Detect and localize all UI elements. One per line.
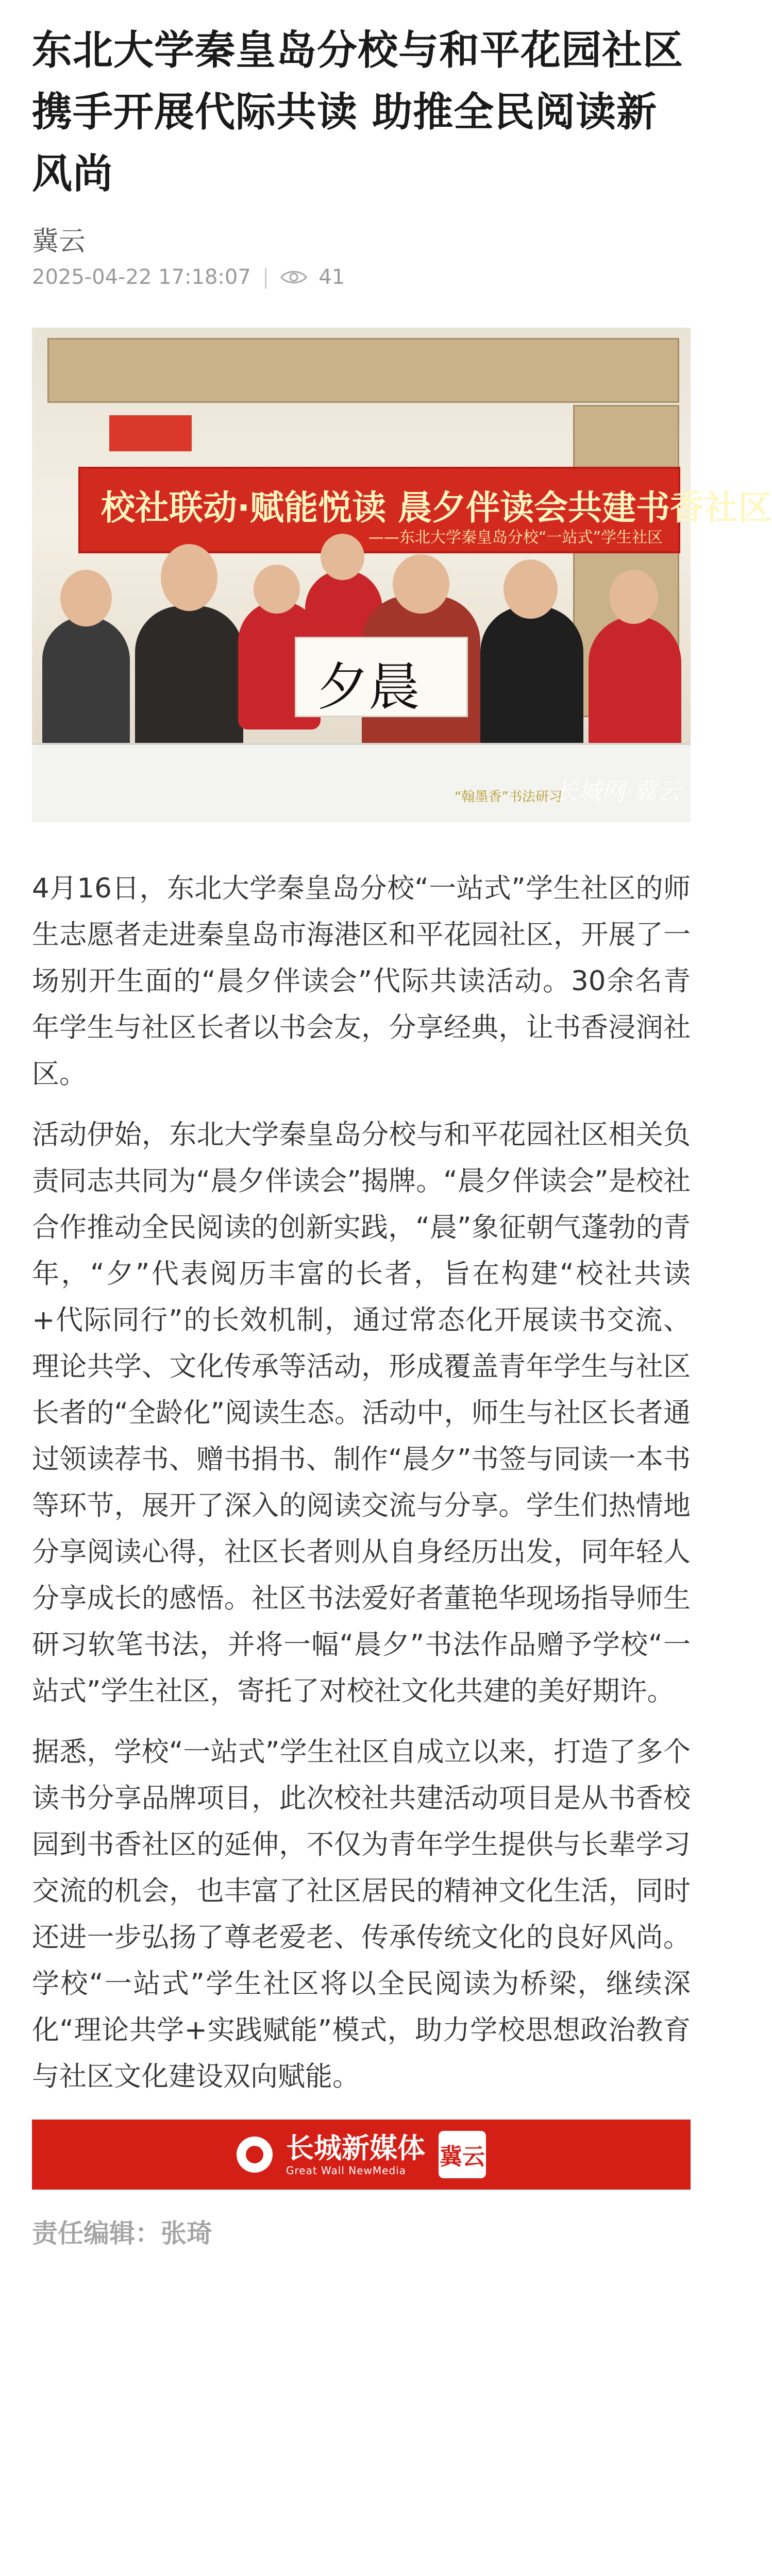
calligraphy-scroll bbox=[295, 637, 468, 717]
calligraphy-label: “翰墨香”书法研习 bbox=[455, 789, 562, 805]
meta-separator: | bbox=[262, 265, 270, 289]
responsible-editor bbox=[32, 2215, 691, 2251]
brand-logo-icon bbox=[237, 2137, 273, 2173]
article-body bbox=[32, 866, 691, 2100]
wall-plaque bbox=[109, 415, 192, 451]
editor-label: 责任编辑： bbox=[32, 2218, 161, 2248]
footer-brand-banner[interactable] bbox=[32, 2120, 691, 2190]
banner-sub-text: ——东北大学秦皇岛分校“一站式”学生社区 bbox=[368, 529, 663, 547]
brand-logo bbox=[286, 2132, 425, 2177]
person-head bbox=[254, 565, 300, 614]
article-photo[interactable] bbox=[32, 328, 772, 822]
person-head bbox=[609, 570, 658, 624]
brand-logo-english: Great Wall NewMedia bbox=[286, 2164, 406, 2177]
photo-watermark: 长城网·冀云 bbox=[554, 777, 680, 805]
person-head bbox=[60, 570, 112, 626]
article-paragraph: 据悉，学校“一站式”学生社区自成立以来，打造了多个读书分享品牌项目，此次校社共建活动项目是从书香校园到书香社区的延伸，不仅为青年学生提供与长辈学习交流的机会，也丰富了社区居民的精神文化生活，同时还进一步弘扬了尊老爱老、传承传统文化的良好风尚。学校“一站式”学生社区将以全民阅读为桥梁，继续深化“理论共学+实践赋能”模式，助力学校思想政治教育与社区文化建设双向赋能。 bbox=[32, 1736, 691, 2092]
banner-main-text: 校社联动·赋能悦读 晨夕伴读会共建书香社区 bbox=[101, 488, 772, 528]
eye-icon bbox=[280, 268, 307, 286]
jiyun-seal-icon: 冀云 bbox=[439, 2131, 486, 2178]
person-head bbox=[321, 534, 364, 580]
calligraphy-text: 夕晨 bbox=[317, 657, 420, 717]
article-meta bbox=[32, 262, 691, 293]
article-title: 东北大学秦皇岛分校与和平花园社区携手开展代际共读 助推全民阅读新风尚 bbox=[32, 27, 684, 197]
article-paragraph: 活动伊始，东北大学秦皇岛分校与和平花园社区相关负责同志共同为“晨夕伴读会”揭牌。“晨夕伴读会”是校社合作推动全民阅读的创新实践，“晨”象征朝气蓬勃的青年，“夕”代表阅历丰富的长者，旨在构建“校社共读+代际同行”的长效机制，通过常态化开展读书交流、理论共学、文化传承等活动，形成覆盖青年学生与社区长者的“全龄化”阅读生态。活动中，师生与社区长者通过领读荐书、赠书捐书、制作“晨夕”书签与同读一本书等环节，展开了深入的阅读交流与分享。学生们热情地分享阅读心得，社区长者则从自身经历出发，同年轻人分享成长的感悟。社区书法爱好者董艳华现场指导师生研习软笔书法，并将一幅“晨夕”书法作品赠予学校“一站式”学生社区，寄托了对校社文化共建的美好期许。 bbox=[32, 1119, 691, 1707]
brand-logo-text: 长城新媒体 bbox=[286, 2132, 425, 2164]
publish-datetime: 2025-04-22 17:18:07 bbox=[32, 265, 251, 289]
article-paragraph: 4月16日，东北大学秦皇岛分校“一站式”学生社区的师生志愿者走进秦皇岛市海港区和平花园社区，开展了一场别开生面的“晨夕伴读会”代际共读活动。30余名青年学生与社区长者以书会友，分享经典，让书香浸润社区。 bbox=[32, 873, 691, 1090]
person-head bbox=[393, 554, 449, 614]
photo-red-banner bbox=[78, 467, 772, 553]
view-count: 41 bbox=[318, 265, 345, 289]
editor-name: 张琦 bbox=[161, 2218, 212, 2248]
person-head bbox=[161, 544, 217, 611]
bookshelf-top bbox=[47, 338, 679, 403]
person-head bbox=[504, 560, 558, 619]
article-author[interactable]: 冀云 bbox=[32, 226, 86, 257]
